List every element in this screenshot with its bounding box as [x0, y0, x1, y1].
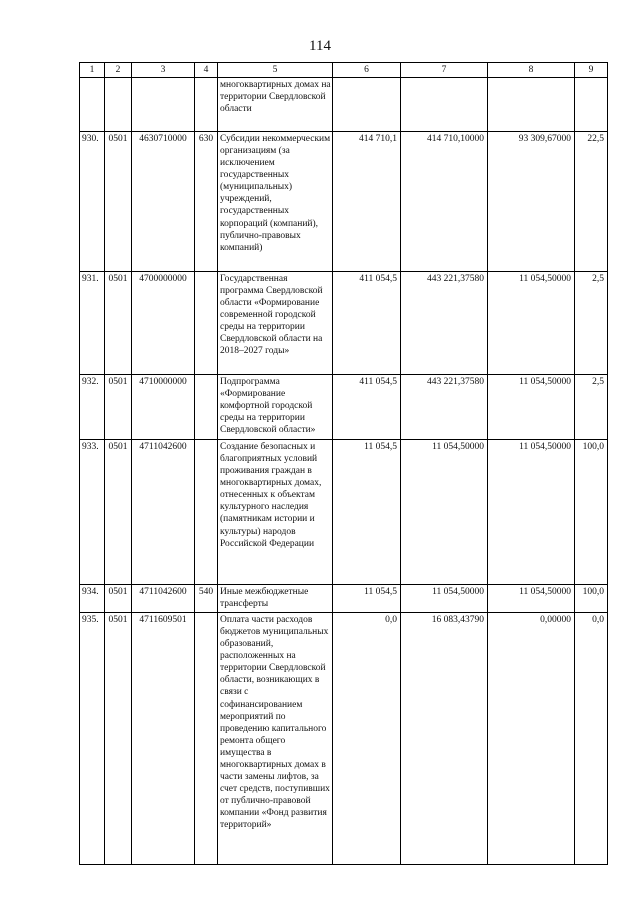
column-header: 5 [218, 63, 333, 78]
column-header: 6 [333, 63, 401, 78]
row-target-code: 4710000000 [132, 375, 195, 440]
table-row [80, 440, 608, 585]
row-description: Оплата части расходов бюджетов муниципальных образований, расположенных на территории Свердловской области, возникающих в связи с софинансированием мероприятий по проведению капитального ремонта общего имущества в многоквартирных домах в части замены лифтов, за счет средств, поступивших от публично-правовой компании «Фонд развития территорий» [218, 613, 333, 865]
row-revised-amount: 11 054,50000 [401, 440, 488, 585]
empty-cell [105, 78, 132, 132]
row-target-code: 4700000000 [132, 272, 195, 375]
row-expense-type-code [195, 272, 218, 375]
column-header: 8 [488, 63, 575, 78]
row-execution-percent: 0,0 [575, 613, 608, 865]
row-expense-type-code: 540 [195, 585, 218, 613]
row-description: Подпрограмма «Формирование комфортной городской среды на территории Свердловской области» [218, 375, 333, 440]
row-executed-amount: 11 054,50000 [488, 272, 575, 375]
column-header: 1 [80, 63, 105, 78]
row-expense-type-code [195, 440, 218, 585]
row-revised-amount: 443 221,37580 [401, 272, 488, 375]
row-approved-amount: 414 710,1 [333, 132, 401, 272]
row-approved-amount: 411 054,5 [333, 375, 401, 440]
column-header: 2 [105, 63, 132, 78]
row-approved-amount: 0,0 [333, 613, 401, 865]
empty-cell [132, 78, 195, 132]
row-target-code: 4711609501 [132, 613, 195, 865]
row-section-code: 0501 [105, 375, 132, 440]
row-number: 933. [80, 440, 105, 585]
row-expense-type-code [195, 613, 218, 865]
row-section-code: 0501 [105, 440, 132, 585]
row-execution-percent: 2,5 [575, 272, 608, 375]
table-row [80, 375, 608, 440]
row-execution-percent: 22,5 [575, 132, 608, 272]
row-number: 935. [80, 613, 105, 865]
row-revised-amount: 414 710,10000 [401, 132, 488, 272]
row-expense-type-code: 630 [195, 132, 218, 272]
column-header-row [80, 63, 608, 78]
row-target-code: 4630710000 [132, 132, 195, 272]
table-row [80, 132, 608, 272]
row-revised-amount: 11 054,50000 [401, 585, 488, 613]
column-header: 3 [132, 63, 195, 78]
row-target-code: 4711042600 [132, 440, 195, 585]
row-approved-amount: 11 054,5 [333, 440, 401, 585]
row-number: 931. [80, 272, 105, 375]
row-revised-amount: 443 221,37580 [401, 375, 488, 440]
row-expense-type-code [195, 375, 218, 440]
row-section-code: 0501 [105, 585, 132, 613]
row-number: 934. [80, 585, 105, 613]
column-header: 9 [575, 63, 608, 78]
row-executed-amount: 11 054,50000 [488, 440, 575, 585]
row-section-code: 0501 [105, 613, 132, 865]
row-section-code: 0501 [105, 132, 132, 272]
row-approved-amount: 411 054,5 [333, 272, 401, 375]
row-description: Субсидии некоммерческим организациям (за исключением государственных (муниципальных) учреждений, государственных корпораций (компаний), публично-правовых компаний) [218, 132, 333, 272]
table-row [80, 585, 608, 613]
row-approved-amount: 11 054,5 [333, 585, 401, 613]
row-description: многоквартирных домах на территории Свердловской области [218, 78, 333, 132]
row-execution-percent: 100,0 [575, 440, 608, 585]
row-executed-amount: 93 309,67000 [488, 132, 575, 272]
continuation-row [80, 78, 608, 132]
row-number: 930. [80, 132, 105, 272]
row-description: Государственная программа Свердловской области «Формирование современной городской среды на территории Свердловской области на 2018–2027 годы» [218, 272, 333, 375]
row-number: 932. [80, 375, 105, 440]
row-execution-percent: 100,0 [575, 585, 608, 613]
row-executed-amount: 11 054,50000 [488, 585, 575, 613]
empty-cell [333, 78, 401, 132]
empty-cell [401, 78, 488, 132]
row-target-code: 4711042600 [132, 585, 195, 613]
empty-cell [195, 78, 218, 132]
table-row [80, 272, 608, 375]
row-executed-amount: 0,00000 [488, 613, 575, 865]
table-row [80, 613, 608, 865]
empty-cell [488, 78, 575, 132]
row-section-code: 0501 [105, 272, 132, 375]
column-header: 4 [195, 63, 218, 78]
empty-cell [80, 78, 105, 132]
budget-table [79, 62, 608, 865]
row-revised-amount: 16 083,43790 [401, 613, 488, 865]
page-number: 114 [309, 38, 331, 54]
row-description: Создание безопасных и благоприятных условий проживания граждан в многоквартирных домах, отнесенных к объектам культурного наследия (памятникам истории и культуры) народов Российской Федерации [218, 440, 333, 585]
column-header: 7 [401, 63, 488, 78]
row-execution-percent: 2,5 [575, 375, 608, 440]
row-executed-amount: 11 054,50000 [488, 375, 575, 440]
row-description: Иные межбюджетные трансферты [218, 585, 333, 613]
empty-cell [575, 78, 608, 132]
